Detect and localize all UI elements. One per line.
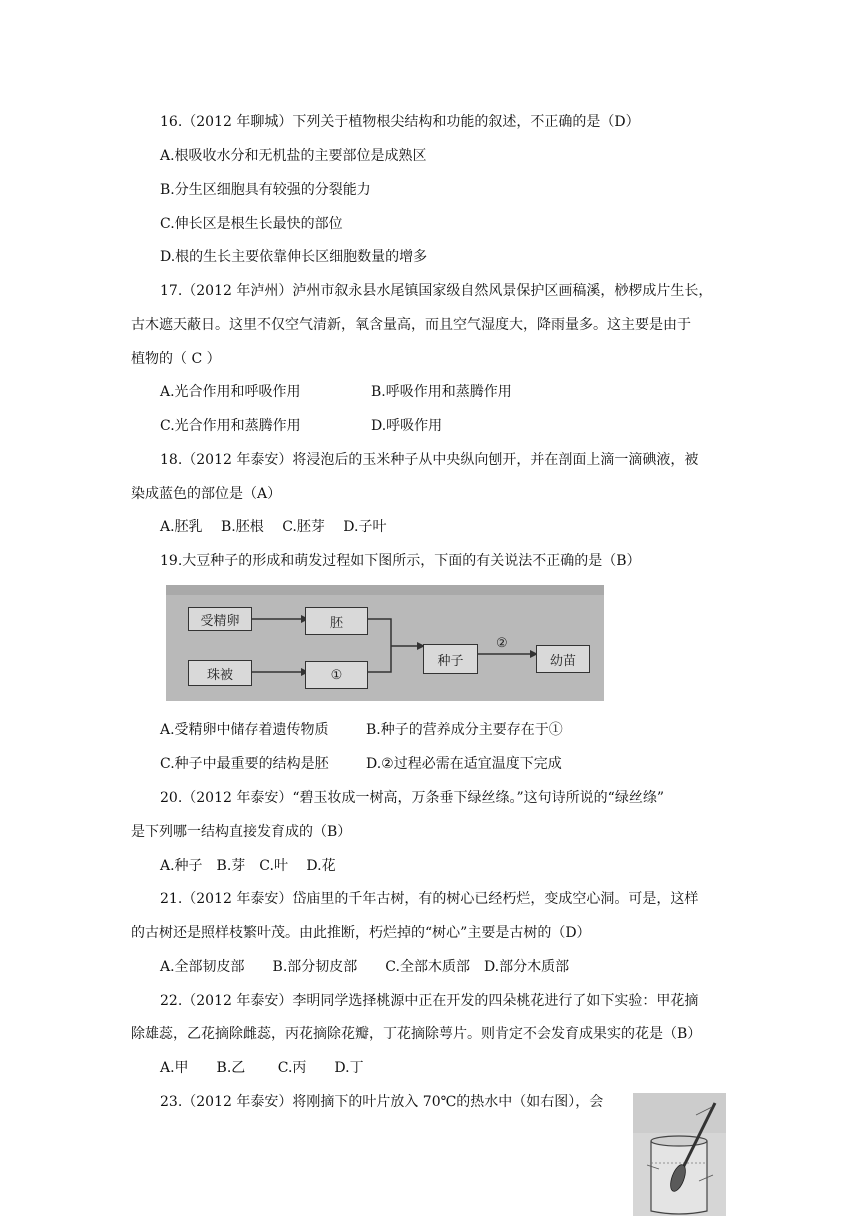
q19-flow-diagram xyxy=(166,585,604,701)
q19-stem: 19.大豆种子的形成和萌发过程如下图所示，下面的有关说法不正确的是（B） xyxy=(160,553,641,569)
q17-option-d: D.呼吸作用 xyxy=(371,418,443,434)
q22-stem-line-2: 除雄蕊，乙花摘除雌蕊，丙花摘除花瓣，丁花摘除萼片。则肯定不会发育成果实的花是（B） xyxy=(131,1026,702,1042)
box-integument: 珠被 xyxy=(188,660,252,686)
q19-option-d: D.②过程必需在适宜温度下完成 xyxy=(366,756,562,772)
q19-option-a: A.受精卵中储存着遗传物质 xyxy=(160,722,329,738)
box-seed: 种子 xyxy=(423,644,478,674)
q17-stem-line-1: 17.（2012 年泸州）泸州市叙永县水尾镇国家级自然风景保护区画稿溪，桫椤成片生长， xyxy=(160,283,713,299)
q16-option-c: C.伸长区是根生长最快的部位 xyxy=(160,216,343,232)
q19-option-b: B.种子的营养成分主要存在于① xyxy=(366,722,563,738)
box-circle-1: ① xyxy=(305,661,368,689)
q21-options: A.全部韧皮部 B.部分韧皮部 C.全部木质部 D.部分木质部 xyxy=(160,959,570,975)
q18-stem-line-2: 染成蓝色的部位是（A） xyxy=(131,486,282,502)
q20-options: A.种子 B.芽 C.叶 D.花 xyxy=(160,858,336,874)
q16-option-a: A.根吸收水分和无机盐的主要部位是成熟区 xyxy=(160,148,427,164)
q17-stem-line-3: 植物的（ C ） xyxy=(131,351,221,367)
q21-stem-line-1: 21.（2012 年泰安）岱庙里的千年古树，有的树心已经朽烂，变成空心洞。可是，这样 xyxy=(160,891,699,907)
q17-stem-line-2: 古木遮天蔽日。这里不仅空气清新，氧含量高，而且空气湿度大，降雨量多。这主要是由于 xyxy=(131,317,691,333)
q22-stem-line-1: 22.（2012 年泰安）李明同学选择桃源中正在开发的四朵桃花进行了如下实验：甲花摘 xyxy=(160,993,699,1009)
arrow-label-circle-2: ② xyxy=(496,636,508,651)
q16-option-d: D.根的生长主要依靠伸长区细胞数量的增多 xyxy=(160,249,428,265)
q20-stem-line-1: 20.（2012 年泰安）“碧玉妆成一树高，万条垂下绿丝绦。”这句诗所说的“绿丝绦” xyxy=(160,790,664,806)
q16-stem: 16.（2012 年聊城）下列关于植物根尖结构和功能的叙述，不正确的是（D） xyxy=(160,114,640,130)
q21-stem-line-2: 的古树还是照样枝繁叶茂。由此推断，朽烂掉的“树心”主要是古树的（D） xyxy=(131,925,591,941)
q18-stem-line-1: 18.（2012 年泰安）将浸泡后的玉米种子从中央纵向刨开，并在剖面上滴一滴碘液，被 xyxy=(160,452,699,468)
q17-option-c: C.光合作用和蒸腾作用 xyxy=(160,418,301,434)
box-embryo: 胚 xyxy=(305,607,368,635)
q17-option-b: B.呼吸作用和蒸腾作用 xyxy=(371,384,512,400)
q18-options: A.胚乳 B.胚根 C.胚芽 D.子叶 xyxy=(160,519,387,535)
q23-stem: 23.（2012 年泰安）将刚摘下的叶片放入 70℃的热水中（如右图），会 xyxy=(160,1094,604,1110)
q17-option-a: A.光合作用和呼吸作用 xyxy=(160,384,301,400)
q22-options: A.甲 B.乙 C.丙 D.丁 xyxy=(160,1060,364,1076)
q20-stem-line-2: 是下列哪一结构直接发育成的（B） xyxy=(131,824,352,840)
box-seedling: 幼苗 xyxy=(536,645,590,673)
q23-beaker-illustration xyxy=(633,1093,726,1216)
q19-option-c: C.种子中最重要的结构是胚 xyxy=(160,756,329,772)
box-fertilized-egg: 受精卵 xyxy=(188,607,252,631)
q16-option-b: B.分生区细胞具有较强的分裂能力 xyxy=(160,182,371,198)
